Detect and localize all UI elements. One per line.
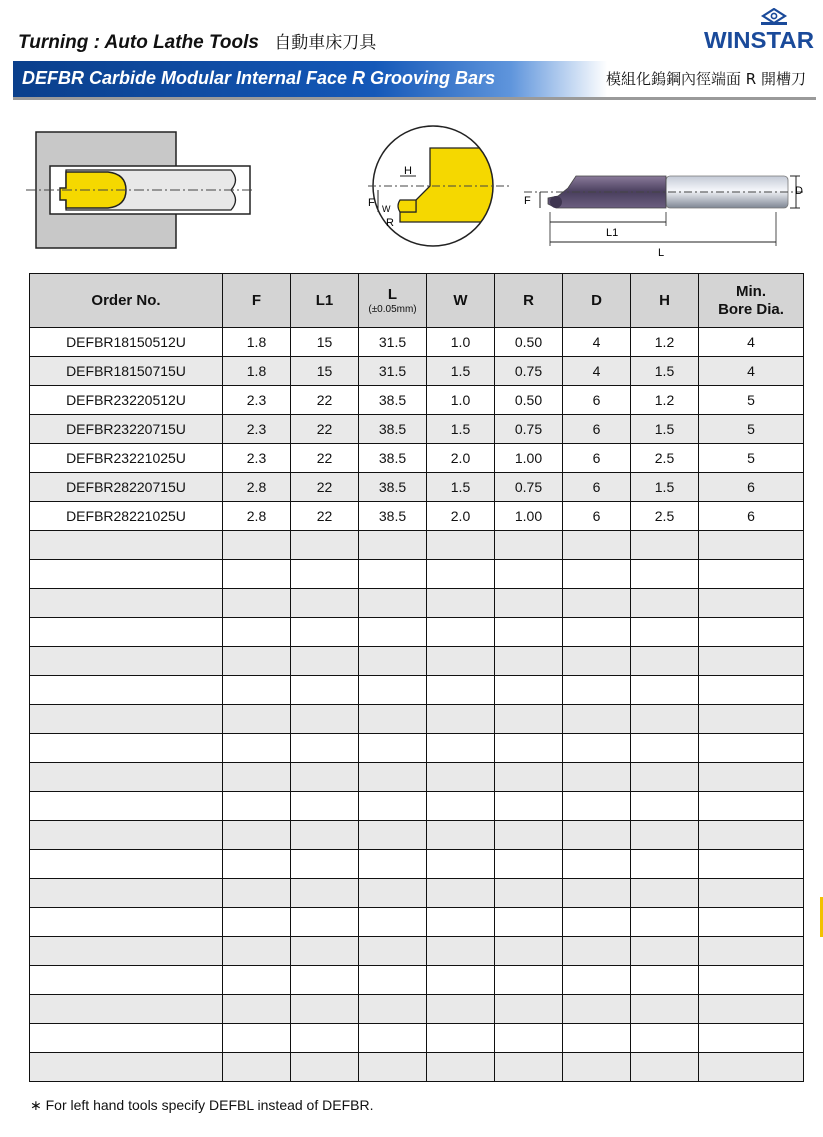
table-cell (495, 618, 563, 647)
table-cell (699, 792, 804, 821)
table-cell: 1.00 (495, 502, 563, 531)
table-cell (30, 966, 223, 995)
empty-table-row (30, 966, 804, 995)
table-cell (291, 705, 359, 734)
table-row (30, 328, 804, 357)
label-l1: L1 (606, 227, 619, 239)
table-cell (427, 560, 495, 589)
table-cell (631, 734, 699, 763)
table-cell: 0.75 (495, 473, 563, 502)
table-cell (359, 995, 427, 1024)
col-l1: L1 (291, 274, 359, 328)
table-cell: 2.5 (631, 444, 699, 473)
bore-section-diagram (26, 128, 252, 252)
table-cell: 2.3 (223, 415, 291, 444)
table-cell (427, 966, 495, 995)
table-cell (359, 589, 427, 618)
table-cell (223, 821, 291, 850)
table-cell (291, 676, 359, 705)
table-cell (359, 531, 427, 560)
table-cell (631, 1053, 699, 1082)
table-cell (699, 937, 804, 966)
table-cell: 1.5 (631, 357, 699, 386)
table-cell (563, 560, 631, 589)
table-cell (291, 589, 359, 618)
table-cell: 1.5 (631, 415, 699, 444)
table-cell (359, 676, 427, 705)
table-cell: 1.5 (427, 357, 495, 386)
table-cell: 38.5 (359, 386, 427, 415)
empty-table-row (30, 589, 804, 618)
table-cell (427, 734, 495, 763)
table-cell (427, 531, 495, 560)
table-cell: 38.5 (359, 502, 427, 531)
table-cell (563, 937, 631, 966)
table-row (30, 502, 804, 531)
col-min-bore-line2: Bore Dia. (718, 300, 784, 318)
table-cell (699, 676, 804, 705)
table-cell (631, 647, 699, 676)
col-order-no: Order No. (30, 274, 223, 328)
table-row (30, 473, 804, 502)
table-cell (30, 763, 223, 792)
empty-table-row (30, 1024, 804, 1053)
table-cell: 22 (291, 415, 359, 444)
table-cell (223, 792, 291, 821)
table-cell (495, 1024, 563, 1053)
table-cell (223, 531, 291, 560)
table-cell (223, 763, 291, 792)
table-cell (223, 908, 291, 937)
table-cell (359, 937, 427, 966)
table-cell (631, 792, 699, 821)
table-cell (699, 705, 804, 734)
page-title-en: Turning : Auto Lathe Tools (18, 32, 259, 53)
table-cell (291, 618, 359, 647)
table-cell (223, 560, 291, 589)
table-cell: DEFBR23220512U (30, 386, 223, 415)
table-cell (699, 1024, 804, 1053)
table-cell (291, 879, 359, 908)
table-cell (495, 908, 563, 937)
table-cell (223, 850, 291, 879)
table-cell (699, 531, 804, 560)
section-banner (13, 61, 816, 100)
table-cell: 1.00 (495, 444, 563, 473)
table-cell (291, 1053, 359, 1082)
col-r: R (495, 274, 563, 328)
table-cell: 1.5 (427, 415, 495, 444)
table-cell: 22 (291, 502, 359, 531)
banner-title-cn: 模組化鎢鋼內徑端面 R 開槽刀 (606, 70, 806, 88)
table-header-row (30, 274, 804, 328)
label-r: R (386, 217, 394, 229)
table-cell (291, 560, 359, 589)
table-cell (30, 676, 223, 705)
table-cell (359, 850, 427, 879)
table-cell (495, 792, 563, 821)
table-cell (427, 850, 495, 879)
col-f: F (223, 274, 291, 328)
table-cell: 22 (291, 386, 359, 415)
table-cell (291, 821, 359, 850)
table-cell: DEFBR28220715U (30, 473, 223, 502)
empty-table-row (30, 995, 804, 1024)
table-cell (359, 792, 427, 821)
banner-title-en: DEFBR Carbide Modular Internal Face R Grooving Bars (22, 68, 496, 88)
table-cell (699, 966, 804, 995)
table-cell: 1.0 (427, 386, 495, 415)
empty-table-row (30, 850, 804, 879)
table-cell (223, 705, 291, 734)
empty-table-row (30, 647, 804, 676)
table-cell (563, 908, 631, 937)
table-cell (223, 676, 291, 705)
table-cell: 31.5 (359, 328, 427, 357)
table-cell (359, 705, 427, 734)
table-cell (30, 850, 223, 879)
table-cell: 1.8 (223, 328, 291, 357)
col-l-tolerance: (±0.05mm) (368, 304, 417, 315)
table-cell (563, 1024, 631, 1053)
table-cell (223, 1024, 291, 1053)
table-cell: DEFBR18150715U (30, 357, 223, 386)
table-cell: 2.5 (631, 502, 699, 531)
table-cell: 1.8 (223, 357, 291, 386)
table-cell (631, 966, 699, 995)
side-view-diagram (518, 160, 808, 260)
table-cell (427, 995, 495, 1024)
table-cell (563, 618, 631, 647)
table-cell (495, 966, 563, 995)
table-cell (563, 879, 631, 908)
table-cell (563, 966, 631, 995)
table-cell (563, 734, 631, 763)
col-min-bore-line1: Min. (736, 282, 766, 300)
table-cell (223, 995, 291, 1024)
spec-table (29, 273, 804, 1082)
table-cell (563, 792, 631, 821)
table-cell (427, 705, 495, 734)
table-cell (631, 821, 699, 850)
table-cell (699, 821, 804, 850)
table-cell (359, 879, 427, 908)
table-cell (699, 734, 804, 763)
table-cell (223, 589, 291, 618)
col-min-bore (699, 274, 804, 328)
empty-table-row (30, 937, 804, 966)
table-row (30, 415, 804, 444)
table-cell (30, 1024, 223, 1053)
table-cell: 2.3 (223, 444, 291, 473)
table-cell (495, 647, 563, 676)
col-l-label: L (387, 286, 398, 303)
table-cell (631, 937, 699, 966)
table-row (30, 386, 804, 415)
empty-table-row (30, 821, 804, 850)
table-cell: 6 (563, 415, 631, 444)
table-cell (631, 850, 699, 879)
table-cell (291, 850, 359, 879)
table-cell: 2.8 (223, 502, 291, 531)
table-cell (563, 705, 631, 734)
table-cell (631, 560, 699, 589)
table-cell (223, 1053, 291, 1082)
table-cell (495, 1053, 563, 1082)
page-title-cn: 自動車床刀具 (274, 33, 377, 53)
table-cell (30, 792, 223, 821)
table-cell (563, 821, 631, 850)
table-cell (291, 734, 359, 763)
table-cell: 15 (291, 357, 359, 386)
table-cell: 38.5 (359, 444, 427, 473)
table-cell: 6 (699, 473, 804, 502)
table-cell (291, 937, 359, 966)
table-cell (359, 908, 427, 937)
table-cell: 6 (563, 444, 631, 473)
empty-table-row (30, 560, 804, 589)
table-cell (699, 589, 804, 618)
table-cell (699, 1053, 804, 1082)
table-cell: 4 (699, 328, 804, 357)
empty-table-row (30, 1053, 804, 1082)
table-cell: DEFBR23221025U (30, 444, 223, 473)
table-cell (359, 647, 427, 676)
table-cell: 22 (291, 473, 359, 502)
label-l: L (658, 247, 665, 259)
table-cell: 1.5 (631, 473, 699, 502)
table-cell: 0.75 (495, 357, 563, 386)
table-cell (223, 966, 291, 995)
table-cell (563, 850, 631, 879)
table-cell: 5 (699, 386, 804, 415)
col-w: W (427, 274, 495, 328)
table-cell (631, 879, 699, 908)
table-cell (427, 589, 495, 618)
table-cell (30, 908, 223, 937)
table-cell (30, 821, 223, 850)
table-cell (30, 1053, 223, 1082)
table-cell (699, 850, 804, 879)
table-cell (631, 1024, 699, 1053)
table-cell: 4 (563, 328, 631, 357)
table-cell (359, 1053, 427, 1082)
table-cell (699, 647, 804, 676)
empty-table-row (30, 531, 804, 560)
table-cell (30, 531, 223, 560)
table-cell (631, 589, 699, 618)
table-cell (359, 734, 427, 763)
table-cell (699, 618, 804, 647)
table-cell (631, 763, 699, 792)
table-cell (223, 734, 291, 763)
table-cell (495, 589, 563, 618)
table-cell (427, 676, 495, 705)
table-cell: 31.5 (359, 357, 427, 386)
table-cell (631, 618, 699, 647)
table-cell (495, 531, 563, 560)
table-cell (495, 560, 563, 589)
table-cell (563, 531, 631, 560)
logo-emblem-icon (761, 9, 787, 25)
table-cell: 5 (699, 415, 804, 444)
table-cell: 1.2 (631, 386, 699, 415)
table-cell (30, 879, 223, 908)
label-d: D (795, 185, 803, 197)
table-cell (427, 937, 495, 966)
table-cell (359, 763, 427, 792)
empty-table-row (30, 879, 804, 908)
table-cell: 0.75 (495, 415, 563, 444)
empty-table-row (30, 618, 804, 647)
table-cell: DEFBR28221025U (30, 502, 223, 531)
table-cell (291, 792, 359, 821)
table-cell (563, 763, 631, 792)
table-cell (30, 647, 223, 676)
label-h: H (404, 165, 412, 177)
table-cell: DEFBR23220715U (30, 415, 223, 444)
table-cell (699, 879, 804, 908)
table-cell (291, 908, 359, 937)
table-cell: 4 (563, 357, 631, 386)
table-cell: DEFBR18150512U (30, 328, 223, 357)
table-cell (427, 908, 495, 937)
table-cell (495, 879, 563, 908)
table-cell (495, 995, 563, 1024)
table-cell (30, 560, 223, 589)
table-cell (427, 792, 495, 821)
table-cell (495, 705, 563, 734)
table-cell (359, 966, 427, 995)
table-cell (563, 1053, 631, 1082)
table-row (30, 357, 804, 386)
table-cell: 1.2 (631, 328, 699, 357)
table-cell (631, 531, 699, 560)
label-w: W (382, 204, 391, 214)
table-cell: 5 (699, 444, 804, 473)
table-cell: 6 (699, 502, 804, 531)
empty-table-row (30, 734, 804, 763)
table-cell (631, 908, 699, 937)
table-cell (563, 995, 631, 1024)
table-cell: 2.3 (223, 386, 291, 415)
table-cell (631, 705, 699, 734)
table-cell (30, 937, 223, 966)
table-cell (563, 589, 631, 618)
table-cell (291, 966, 359, 995)
table-cell (631, 995, 699, 1024)
table-cell (495, 850, 563, 879)
table-cell (30, 995, 223, 1024)
table-cell (699, 908, 804, 937)
table-cell (30, 734, 223, 763)
empty-table-row (30, 908, 804, 937)
table-cell (30, 618, 223, 647)
table-cell (359, 560, 427, 589)
table-cell (495, 821, 563, 850)
table-cell: 2.8 (223, 473, 291, 502)
winstar-logo (703, 8, 816, 52)
table-cell: 38.5 (359, 415, 427, 444)
table-row (30, 444, 804, 473)
empty-table-row (30, 792, 804, 821)
page-title (18, 28, 376, 54)
table-cell (427, 763, 495, 792)
table-cell (291, 763, 359, 792)
table-cell: 15 (291, 328, 359, 357)
table-cell: 1.0 (427, 328, 495, 357)
table-cell (291, 995, 359, 1024)
table-cell: 2.0 (427, 444, 495, 473)
table-cell (495, 676, 563, 705)
empty-table-row (30, 705, 804, 734)
label-f: F (368, 197, 375, 209)
table-cell (427, 879, 495, 908)
footnote: ∗ For left hand tools specify DEFBL instead of DEFBR. (30, 1097, 374, 1113)
table-cell (427, 618, 495, 647)
table-cell (699, 560, 804, 589)
table-cell (563, 676, 631, 705)
table-cell (495, 937, 563, 966)
table-cell (495, 763, 563, 792)
table-cell (291, 531, 359, 560)
table-cell (427, 1053, 495, 1082)
table-cell: 22 (291, 444, 359, 473)
table-cell: 2.0 (427, 502, 495, 531)
table-cell (699, 763, 804, 792)
table-cell (359, 618, 427, 647)
empty-table-row (30, 763, 804, 792)
table-cell (223, 879, 291, 908)
table-cell (223, 618, 291, 647)
table-cell: 6 (563, 473, 631, 502)
table-cell (427, 1024, 495, 1053)
table-cell: 4 (699, 357, 804, 386)
table-cell (223, 647, 291, 676)
table-cell (359, 1024, 427, 1053)
table-cell (427, 821, 495, 850)
table-cell (699, 995, 804, 1024)
table-cell: 6 (563, 386, 631, 415)
table-cell (291, 1024, 359, 1053)
table-cell (563, 647, 631, 676)
table-cell (30, 589, 223, 618)
table-cell: 6 (563, 502, 631, 531)
table-cell (427, 647, 495, 676)
table-cell (631, 676, 699, 705)
detail-diagram (360, 120, 510, 248)
empty-table-row (30, 676, 804, 705)
table-cell (291, 647, 359, 676)
col-l (359, 274, 427, 328)
table-cell: 0.50 (495, 386, 563, 415)
table-cell (223, 937, 291, 966)
table-cell (30, 705, 223, 734)
table-cell (495, 734, 563, 763)
col-h: H (631, 274, 699, 328)
label-f-side: F (524, 195, 531, 207)
col-d: D (563, 274, 631, 328)
logo-text: WINSTAR (704, 27, 815, 52)
table-cell: 0.50 (495, 328, 563, 357)
table-cell: 38.5 (359, 473, 427, 502)
table-cell (359, 821, 427, 850)
table-cell: 1.5 (427, 473, 495, 502)
